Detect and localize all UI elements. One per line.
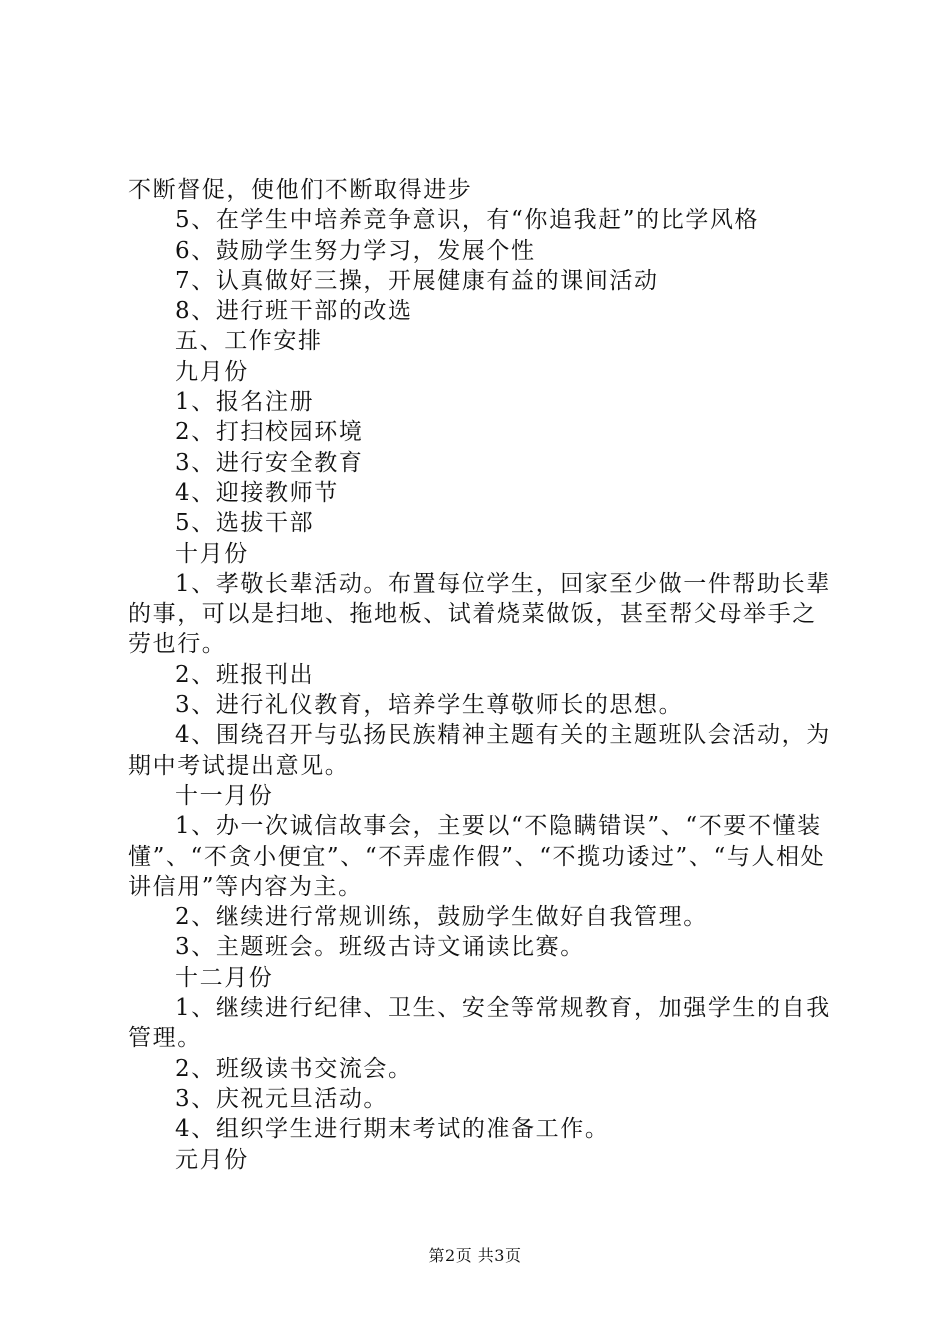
paragraph: 5、选拔干部 bbox=[175, 510, 315, 537]
paragraph: 1、继续进行纪律、卫生、安全等常规教育，加强学生的自我管理。 bbox=[128, 995, 831, 1052]
paragraph: 3、主题班会。班级古诗文诵读比赛。 bbox=[175, 934, 585, 961]
paragraph: 2、继续进行常规训练，鼓励学生做好自我管理。 bbox=[175, 904, 708, 931]
month-heading: 九月份 bbox=[175, 358, 249, 385]
paragraph: 7、认真做好三操，开展健康有益的课间活动 bbox=[175, 267, 659, 294]
paragraph: 3、进行安全教育 bbox=[175, 449, 364, 476]
month-heading: 十月份 bbox=[175, 540, 249, 567]
month-heading: 十一月份 bbox=[175, 782, 274, 809]
paragraph: 4、组织学生进行期末考试的准备工作。 bbox=[175, 1116, 610, 1143]
month-heading: 元月份 bbox=[175, 1146, 249, 1173]
paragraph: 2、打扫校园环境 bbox=[175, 419, 364, 446]
paragraph: 2、班级读书交流会。 bbox=[175, 1055, 413, 1082]
paragraph: 3、进行礼仪教育，培养学生尊敬师长的思想。 bbox=[175, 692, 684, 719]
page-footer bbox=[0, 1243, 950, 1266]
page-number-label: 第2页 共3页 bbox=[428, 1246, 522, 1265]
document-body bbox=[128, 175, 838, 1175]
paragraph: 5、在学生中培养竞争意识，有“你追我赶”的比学风格 bbox=[175, 207, 760, 234]
paragraph: 3、庆祝元旦活动。 bbox=[175, 1085, 389, 1112]
paragraph: 6、鼓励学生努力学习，发展个性 bbox=[175, 237, 536, 264]
paragraph: 8、进行班干部的改选 bbox=[175, 298, 413, 325]
paragraph: 4、围绕召开与弘扬民族精神主题有关的主题班队会活动，为期中考试提出意见。 bbox=[128, 722, 831, 779]
paragraph: 1、办一次诚信故事会，主要以“不隐瞒错误”、“不要不懂装懂”、“不贪小便宜”、“不弄虚作假”、“不揽功诿过”、“与人相处讲信用”等内容为主。 bbox=[128, 813, 826, 900]
paragraph: 1、报名注册 bbox=[175, 389, 315, 416]
paragraph: 1、孝敬长辈活动。布置每位学生，回家至少做一件帮助长辈的事，可以是扫地、拖地板、试着烧菜做饭，甚至帮父母举手之劳也行。 bbox=[128, 570, 831, 658]
paragraph: 2、班报刊出 bbox=[175, 661, 315, 688]
month-heading: 十二月份 bbox=[175, 964, 274, 991]
paragraph: 不断督促，使他们不断取得进步 bbox=[128, 177, 473, 203]
paragraph: 4、迎接教师节 bbox=[175, 479, 339, 506]
section-heading: 五、工作安排 bbox=[175, 328, 323, 355]
